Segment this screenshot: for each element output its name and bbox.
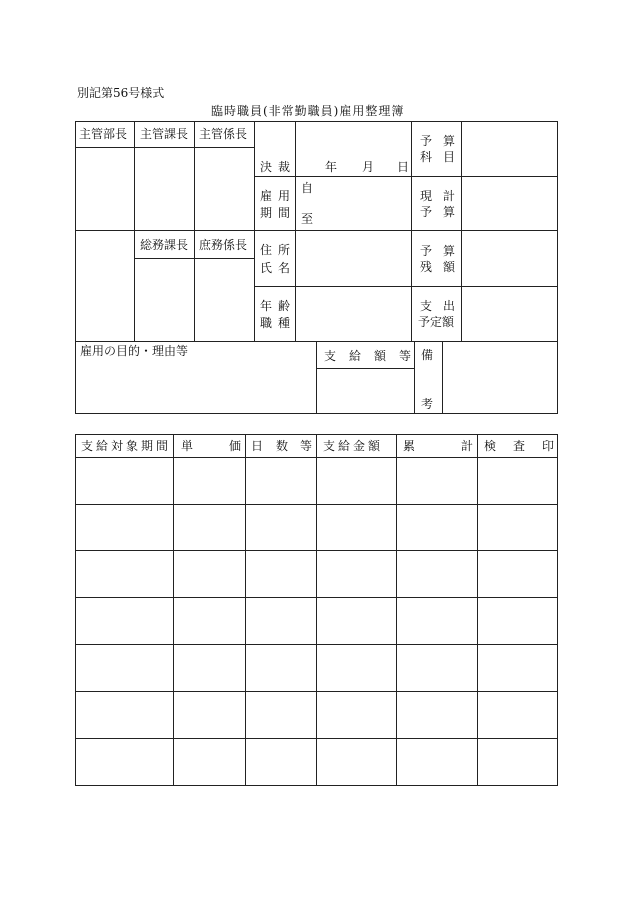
rule (316, 434, 317, 786)
header-days-a: 日 (251, 439, 264, 453)
label-koyo-1a: 雇 (260, 189, 273, 203)
label-shukankakaricho: 主管係長 (199, 127, 248, 141)
label-biko-1: 備 (421, 348, 434, 362)
label-kikan-2a: 期 (260, 206, 273, 220)
header-cumulative-b: 計 (461, 439, 474, 453)
label-shokushu-2a: 職 (260, 316, 273, 330)
label-shikyugaku: 支給額等 (324, 349, 425, 363)
rule (411, 121, 412, 341)
rule (396, 434, 397, 786)
label-shishutsu-1a: 支 (420, 299, 433, 313)
label-purpose: 雇用の目的・理由等 (80, 344, 189, 358)
header-days-c: 等 (300, 439, 313, 453)
label-yosan-1a: 予 (420, 134, 433, 148)
header-unit-b: 価 (229, 439, 242, 453)
label-zangaku-2b: 額 (443, 260, 456, 274)
label-kamoku-2a: 科 (420, 150, 433, 164)
label-kikan-2b: 間 (278, 206, 291, 220)
rule (557, 434, 558, 786)
header-days-b: 数 (276, 439, 289, 453)
header-cumulative-a: 累 (403, 439, 416, 453)
rule (254, 286, 558, 287)
label-zangaku-1a: 予 (420, 244, 433, 258)
label-somukacho: 総務課長 (140, 238, 189, 252)
rule (75, 230, 558, 231)
label-genkei-1a: 現 (420, 189, 433, 203)
label-kamoku-2b: 目 (443, 150, 456, 164)
rule (134, 230, 135, 341)
rule (442, 341, 443, 414)
label-nenrei-1a: 年 (260, 299, 273, 313)
label-to: 至 (301, 212, 314, 226)
rule (134, 258, 254, 259)
label-shimei-2a: 氏 (260, 261, 273, 275)
label-shukanbucho: 主管部長 (79, 127, 128, 141)
label-genkei-2b: 算 (443, 205, 456, 219)
label-jusho-1a: 住 (260, 243, 273, 257)
rule (173, 434, 174, 786)
label-shomukakaricho: 庶務係長 (199, 238, 248, 252)
header-check-seal: 検査印 (484, 439, 572, 453)
rule (254, 176, 558, 177)
header-amount: 支給金額 (323, 439, 384, 453)
rule (461, 121, 462, 341)
rule (194, 230, 195, 341)
rule (75, 121, 76, 414)
date-month: 月 (362, 160, 375, 174)
label-jusho-1b: 所 (278, 243, 291, 257)
label-zangaku-1b: 算 (443, 244, 456, 258)
label-kessai-1: 決 (260, 160, 273, 174)
rule (557, 121, 558, 414)
page-title: 臨時職員(非常勤職員)雇用整理簿 (211, 104, 405, 118)
label-from: 自 (301, 181, 314, 195)
date-year: 年 (325, 160, 338, 174)
rule (194, 121, 195, 230)
rule (316, 341, 317, 414)
rule (75, 147, 254, 148)
label-koyo-1b: 用 (278, 189, 291, 203)
label-biko-2: 考 (421, 397, 434, 411)
label-shishutsu-2: 予定額 (418, 315, 455, 329)
label-shukankacho: 主管課長 (140, 127, 189, 141)
label-genkei-2a: 予 (420, 205, 433, 219)
rule (134, 121, 135, 230)
date-day: 日 (397, 160, 410, 174)
label-shishutsu-1b: 出 (443, 299, 456, 313)
header-period: 支給対象期間 (81, 439, 172, 453)
label-kessai-2: 裁 (278, 160, 291, 174)
label-zangaku-2a: 残 (420, 260, 433, 274)
rule (477, 434, 478, 786)
header-unit-a: 単 (181, 439, 194, 453)
rule (295, 121, 296, 341)
rule (75, 434, 76, 786)
label-yosan-1b: 算 (443, 134, 456, 148)
label-shimei-2b: 名 (278, 261, 291, 275)
label-nenrei-1b: 齢 (278, 299, 291, 313)
rule (245, 434, 246, 786)
rule (316, 368, 414, 369)
form-number: 別記第56号様式 (77, 86, 165, 100)
rule (75, 121, 558, 122)
label-shokushu-2b: 種 (278, 316, 291, 330)
rule (254, 121, 255, 341)
label-genkei-1b: 計 (443, 189, 456, 203)
